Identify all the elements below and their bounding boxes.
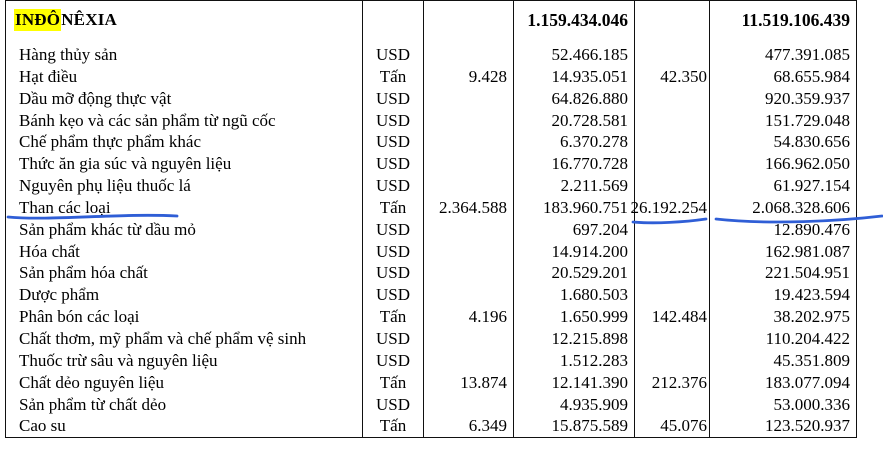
- value-2-cell-text: 166.962.050: [765, 154, 850, 174]
- item-name-cell: [5, 219, 363, 241]
- quantity-2-cell: [635, 328, 710, 350]
- quantity-1-cell: [424, 415, 514, 437]
- country-header-row: [5, 1, 857, 44]
- item-name-cell-text: Sản phẩm khác từ dầu mỏ: [19, 219, 196, 239]
- quantity-2-cell: [635, 372, 710, 394]
- trade-statistics-table: [5, 0, 857, 438]
- table-row: [5, 394, 857, 416]
- table-row: [5, 197, 857, 219]
- item-name-cell-text: Cao su: [19, 416, 66, 436]
- item-name-cell: [5, 372, 363, 394]
- item-name-cell: [5, 88, 363, 110]
- quantity-2-cell: [635, 44, 710, 66]
- item-name-cell: [5, 153, 363, 175]
- table-row: [5, 219, 857, 241]
- quantity-2-cell: [635, 219, 710, 241]
- item-name-cell-text: Phân bón các loại: [19, 307, 140, 327]
- quantity-2-cell: [635, 284, 710, 306]
- quantity-1-cell: [424, 88, 514, 110]
- unit-cell-text: Tấn: [379, 66, 407, 86]
- item-name-cell-text: Nguyên phụ liệu thuốc lá: [19, 176, 191, 196]
- quantity-2-cell: [635, 394, 710, 416]
- unit-cell: [363, 131, 424, 153]
- value-2-cell-text: 162.981.087: [765, 241, 850, 261]
- quantity-2-cell: [635, 306, 710, 328]
- unit-cell: [363, 197, 424, 219]
- value-1-cell: [514, 241, 635, 263]
- quantity-1-cell-text: 6.349: [468, 416, 507, 436]
- value-2-cell: [710, 44, 857, 66]
- quantity-1-cell: [424, 110, 514, 132]
- value-1-cell-text: 64.826.880: [551, 88, 628, 108]
- unit-cell-text: USD: [375, 350, 410, 370]
- unit-cell: [363, 241, 424, 263]
- quantity-2-cell: [635, 262, 710, 284]
- quantity-2-cell-text: 26.192.254: [630, 197, 707, 217]
- unit-cell-text: Tấn: [379, 197, 407, 217]
- value-1-cell: [514, 110, 635, 132]
- item-name-cell-text: Thuốc trừ sâu và nguyên liệu: [19, 350, 218, 370]
- country-title-rest: NÊXIA: [61, 10, 117, 29]
- quantity-2-cell: [635, 66, 710, 88]
- item-name-cell: [5, 66, 363, 88]
- item-name-cell: [5, 197, 363, 219]
- value-2-cell: [710, 306, 857, 328]
- item-name-cell-text: Chế phẩm thực phẩm khác: [19, 132, 201, 152]
- value-1-cell: [514, 372, 635, 394]
- item-name-cell: [5, 350, 363, 372]
- unit-cell: [363, 88, 424, 110]
- total-value-1: 1.159.434.046: [514, 1, 635, 44]
- table-row: [5, 66, 857, 88]
- value-2-cell: [710, 153, 857, 175]
- country-title: [5, 1, 363, 44]
- search-highlight: INĐÔ: [15, 10, 61, 29]
- quantity-2-cell: [630, 197, 710, 219]
- table-row: [5, 241, 857, 263]
- value-2-cell-text: 183.077.094: [765, 372, 850, 392]
- unit-cell-text: USD: [375, 154, 410, 174]
- unit-cell: [363, 328, 424, 350]
- item-name-cell-text: Sản phẩm từ chất dẻo: [19, 394, 167, 414]
- unit-cell-text: USD: [375, 45, 410, 64]
- quantity-2-cell-text: 45.076: [660, 416, 707, 436]
- quantity-1-cell: [424, 153, 514, 175]
- value-2-cell-text: 920.359.937: [765, 88, 850, 108]
- quantity-1-cell: [424, 394, 514, 416]
- item-name-cell: [5, 131, 363, 153]
- unit-cell-text: USD: [375, 132, 410, 152]
- quantity-2-cell: [635, 88, 710, 110]
- item-name-cell: [5, 110, 363, 132]
- value-1-cell-text: 1.680.503: [560, 285, 628, 305]
- value-2-cell-text: 45.351.809: [773, 350, 850, 370]
- value-2-cell-text: 68.655.984: [773, 66, 850, 86]
- unit-cell: [363, 350, 424, 372]
- value-1-cell-text: 52.466.185: [551, 45, 628, 64]
- table-row: [5, 44, 857, 66]
- unit-cell-text: USD: [375, 263, 410, 283]
- value-1-cell-text: 16.770.728: [551, 154, 628, 174]
- item-name-cell: [5, 44, 363, 66]
- table-row: [5, 328, 857, 350]
- unit-cell-text: USD: [375, 328, 410, 348]
- value-2-cell-text: 151.729.048: [765, 110, 850, 130]
- quantity-2-cell: [635, 415, 710, 437]
- table-row: [5, 372, 857, 394]
- item-name-cell-text: Hạt điều: [19, 66, 78, 86]
- unit-cell-text: USD: [375, 285, 410, 305]
- quantity-2-header-cell: [635, 1, 710, 44]
- unit-cell-text: Tấn: [379, 307, 407, 327]
- value-2-cell-text: 477.391.085: [765, 45, 850, 64]
- value-1-cell-text: 15.875.589: [551, 416, 628, 436]
- value-2-cell-text: 221.504.951: [765, 263, 850, 283]
- item-name-cell: [5, 262, 363, 284]
- value-1-cell: [514, 328, 635, 350]
- value-1-cell: [514, 88, 635, 110]
- value-1-cell-text: 6.370.278: [560, 132, 628, 152]
- value-1-cell-text: 14.935.051: [551, 66, 628, 86]
- value-2-cell: [710, 350, 857, 372]
- item-name-cell-text: Bánh kẹo và các sản phẩm từ ngũ cốc: [19, 110, 276, 130]
- value-1-cell-text: 4.935.909: [560, 394, 628, 414]
- item-name-cell: [5, 306, 363, 328]
- item-name-cell-text: Dược phẩm: [19, 285, 100, 305]
- value-1-cell: [514, 131, 635, 153]
- item-name-cell: [5, 175, 363, 197]
- quantity-1-cell: [424, 131, 514, 153]
- quantity-1-cell: [424, 219, 514, 241]
- value-2-cell-text: 38.202.975: [773, 307, 850, 327]
- quantity-1-cell: [424, 66, 514, 88]
- value-2-cell: [710, 66, 857, 88]
- unit-header-cell: [363, 1, 424, 44]
- value-1-cell: [514, 153, 635, 175]
- unit-cell: [363, 110, 424, 132]
- value-1-cell-text: 697.204: [572, 219, 628, 239]
- value-2-cell: [710, 241, 857, 263]
- quantity-2-cell-text: 142.484: [651, 307, 707, 327]
- item-name-cell-text: Chất dẻo nguyên liệu: [19, 372, 164, 392]
- value-2-cell: [710, 372, 857, 394]
- item-name-cell-text: Hóa chất: [19, 241, 80, 261]
- value-2-cell-text: 12.890.476: [773, 219, 850, 239]
- value-1-cell: [514, 197, 635, 219]
- quantity-1-cell: [424, 197, 514, 219]
- value-1-cell: [514, 284, 635, 306]
- value-1-cell: [514, 44, 635, 66]
- unit-cell: [363, 262, 424, 284]
- unit-cell: [363, 44, 424, 66]
- value-1-cell-text: 20.529.201: [551, 263, 628, 283]
- value-2-cell: [710, 88, 857, 110]
- unit-cell-text: USD: [375, 176, 410, 196]
- value-2-cell-text: 53.000.336: [773, 394, 850, 414]
- unit-cell: [363, 394, 424, 416]
- quantity-1-cell: [424, 262, 514, 284]
- value-2-cell-text: 61.927.154: [773, 176, 850, 196]
- table-body: [5, 44, 857, 437]
- unit-cell-text: Tấn: [379, 372, 407, 392]
- quantity-1-cell: [424, 350, 514, 372]
- value-1-cell-text: 1.650.999: [560, 307, 628, 327]
- unit-cell-text: USD: [375, 241, 410, 261]
- value-2-cell: [710, 328, 857, 350]
- quantity-2-cell: [635, 153, 710, 175]
- value-2-cell-text: 123.520.937: [765, 416, 850, 436]
- table-row: [5, 306, 857, 328]
- value-2-cell: [710, 394, 857, 416]
- value-1-cell-text: 183.960.751: [543, 197, 628, 217]
- unit-cell-text: Tấn: [379, 416, 407, 436]
- unit-cell-text: USD: [375, 219, 410, 239]
- value-1-cell: [514, 219, 635, 241]
- value-2-cell-text: 110.204.422: [765, 328, 850, 348]
- value-1-cell: [514, 262, 635, 284]
- quantity-1-cell: [424, 241, 514, 263]
- table-row: [5, 153, 857, 175]
- value-2-cell: [710, 131, 857, 153]
- unit-cell: [363, 219, 424, 241]
- unit-cell-text: USD: [375, 394, 410, 414]
- unit-cell: [363, 415, 424, 437]
- quantity-2-cell: [635, 350, 710, 372]
- value-1-cell: [514, 415, 635, 437]
- item-name-cell: [5, 394, 363, 416]
- value-2-cell-text: 2.068.328.606: [752, 197, 850, 217]
- quantity-1-cell-text: 4.196: [468, 307, 507, 327]
- value-2-cell: [710, 262, 857, 284]
- unit-cell: [363, 372, 424, 394]
- quantity-2-cell: [635, 110, 710, 132]
- quantity-2-cell-text: 42.350: [660, 66, 707, 86]
- value-2-cell-text: 54.830.656: [773, 132, 850, 152]
- table-row: [5, 415, 857, 437]
- unit-cell: [363, 284, 424, 306]
- item-name-cell-text: Thức ăn gia súc và nguyên liệu: [19, 154, 232, 174]
- unit-cell-text: USD: [375, 110, 410, 130]
- item-name-cell-text: Chất thơm, mỹ phẩm và chế phẩm vệ sinh: [19, 328, 307, 348]
- quantity-1-cell: [424, 306, 514, 328]
- table-row: [5, 350, 857, 372]
- value-1-cell: [514, 350, 635, 372]
- unit-cell: [363, 306, 424, 328]
- quantity-1-cell: [424, 372, 514, 394]
- quantity-1-header-cell: [424, 1, 514, 44]
- value-2-cell: [710, 110, 857, 132]
- quantity-2-cell-text: 212.376: [651, 372, 707, 392]
- value-2-cell: [710, 284, 857, 306]
- value-1-cell: [514, 306, 635, 328]
- value-1-cell-text: 2.211.569: [560, 176, 628, 196]
- quantity-1-cell: [424, 175, 514, 197]
- item-name-cell-text: Than các loại: [19, 197, 111, 217]
- table-row: [5, 175, 857, 197]
- quantity-2-cell: [635, 241, 710, 263]
- item-name-cell: [5, 415, 363, 437]
- unit-cell: [363, 153, 424, 175]
- value-1-cell-text: 1.512.283: [560, 350, 628, 370]
- table-row: [5, 110, 857, 132]
- item-name-cell-text: Hàng thủy sản: [19, 45, 118, 64]
- item-name-cell-text: Dầu mỡ động thực vật: [19, 88, 172, 108]
- value-1-cell-text: 20.728.581: [551, 110, 628, 130]
- table-row: [5, 88, 857, 110]
- table-row: [5, 131, 857, 153]
- value-1-cell: [514, 394, 635, 416]
- value-2-cell: [710, 197, 857, 219]
- quantity-1-cell: [424, 328, 514, 350]
- quantity-2-cell: [635, 131, 710, 153]
- item-name-cell: [5, 328, 363, 350]
- quantity-1-cell-text: 13.874: [460, 372, 507, 392]
- value-1-cell: [514, 66, 635, 88]
- table-row: [5, 284, 857, 306]
- item-name-cell: [5, 284, 363, 306]
- quantity-2-cell: [635, 175, 710, 197]
- total-value-2: 11.519.106.439: [710, 1, 857, 44]
- value-1-cell-text: 12.215.898: [551, 328, 628, 348]
- quantity-1-cell: [424, 284, 514, 306]
- value-2-cell: [710, 415, 857, 437]
- value-1-cell-text: 14.914.200: [551, 241, 628, 261]
- value-2-cell-text: 19.423.594: [773, 285, 850, 305]
- unit-cell: [363, 66, 424, 88]
- value-2-cell: [710, 175, 857, 197]
- quantity-1-cell-text: 2.364.588: [439, 197, 507, 217]
- table-row: [5, 262, 857, 284]
- value-2-cell: [710, 219, 857, 241]
- item-name-cell-text: Sản phẩm hóa chất: [19, 263, 148, 283]
- value-1-cell-text: 12.141.390: [551, 372, 628, 392]
- quantity-1-cell: [424, 44, 514, 66]
- value-1-cell: [514, 175, 635, 197]
- item-name-cell: [5, 241, 363, 263]
- unit-cell: [363, 175, 424, 197]
- unit-cell-text: USD: [375, 88, 410, 108]
- quantity-1-cell-text: 9.428: [468, 66, 507, 86]
